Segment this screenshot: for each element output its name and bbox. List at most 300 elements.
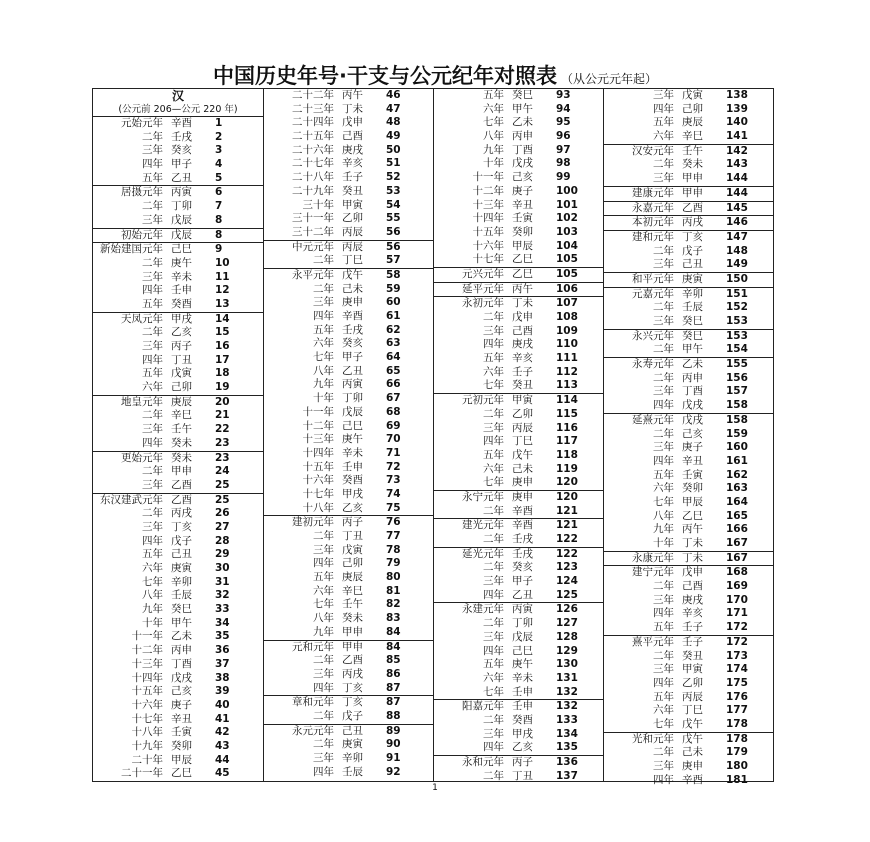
ad-year-cell: 23 [215,451,230,464]
table-row [434,518,603,533]
ad-year-cell: 127 [556,617,578,630]
ad-year-cell: 155 [726,358,748,371]
era-year-cell: 三年 [142,144,163,157]
era-year-cell: 二年 [653,244,674,257]
ganzhi-cell: 壬申 [171,284,192,297]
ad-year-cell: 106 [556,282,578,295]
table-row [434,393,603,408]
ganzhi-cell: 丁亥 [342,681,363,694]
table-row [604,523,773,537]
era-year-cell: 四年 [483,588,504,601]
era-year-cell: 十二年 [302,419,334,432]
ad-year-cell: 41 [215,712,230,725]
era-year-cell: 七年 [313,598,334,611]
ad-year-cell: 118 [556,448,578,461]
ad-year-cell: 161 [726,454,748,467]
table-row [434,296,603,311]
era-year-cell: 二年 [483,769,504,782]
ad-year-cell: 19 [215,381,230,394]
era-year-cell: 天凤元年 [121,312,163,325]
ganzhi-cell: 丙子 [512,756,533,768]
table-row [434,575,603,589]
table-row [604,732,773,747]
ad-year-cell: 179 [726,746,748,759]
table-row [93,257,263,271]
ganzhi-cell: 丙寅 [171,186,192,199]
table-row [264,640,433,655]
ad-year-cell: 180 [726,760,748,772]
ganzhi-cell: 甲辰 [512,239,533,252]
ganzhi-cell: 甲戌 [512,727,533,740]
era-year-cell: 四年 [653,676,674,689]
ad-year-cell: 169 [726,580,748,593]
ad-year-cell: 99 [556,171,571,184]
ganzhi-cell: 甲子 [342,351,363,364]
ganzhi-cell: 壬辰 [342,765,363,778]
ad-year-cell: 11 [215,270,230,283]
ad-year-cell: 145 [726,201,748,214]
ad-year-cell: 53 [386,184,401,197]
table-row [264,695,433,710]
ganzhi-cell: 癸酉 [342,474,363,487]
ad-year-cell: 87 [386,681,401,694]
era-year-cell: 六年 [483,671,504,684]
dynasty-heading: 汉 [171,89,184,103]
table-row [264,130,433,144]
ad-year-cell: 44 [215,753,230,766]
table-row [434,617,603,631]
ganzhi-cell: 甲寅 [682,663,703,676]
ad-year-cell: 14 [215,312,230,325]
ganzhi-cell: 癸卯 [171,739,192,752]
ganzhi-cell: 乙巳 [682,509,703,522]
table-row [93,242,263,257]
era-year-cell: 光和元年 [632,732,674,745]
ad-year-cell: 76 [386,516,401,529]
era-year-cell: 六年 [653,704,674,717]
ganzhi-cell: 丙辰 [512,421,533,434]
era-year-cell: 八年 [653,509,674,522]
ganzhi-cell: 癸未 [171,436,192,449]
era-year-cell: 二年 [142,200,163,213]
table-row [604,215,773,230]
table-row [604,760,773,774]
ganzhi-cell: 丁巳 [342,254,363,267]
table-row [434,490,603,505]
title-text: 中国历史年号·干支与公元纪年对照表 [213,64,557,88]
ganzhi-cell: 庚午 [342,433,363,446]
ad-year-cell: 166 [726,523,748,536]
ganzhi-cell: 丁丑 [342,530,363,542]
table-row [93,158,263,172]
ganzhi-cell: 壬寅 [682,468,703,481]
era-year-cell: 三年 [483,630,504,643]
ganzhi-cell: 己丑 [342,724,363,737]
table-row [604,144,773,159]
era-year-cell: 更始元年 [121,451,163,464]
ganzhi-cell: 壬午 [682,144,703,157]
table-row [434,686,603,700]
table-row [604,746,773,760]
ad-year-cell: 91 [386,752,401,764]
era-year-cell: 四年 [142,436,163,449]
table-row [93,548,263,562]
table-row [264,447,433,461]
table-row [93,465,263,479]
table-row [434,171,603,185]
ad-year-cell: 152 [726,301,748,314]
table-row [604,116,773,130]
ganzhi-cell: 甲申 [682,172,703,185]
ad-year-cell: 25 [215,493,230,506]
table-row [604,245,773,259]
table-row [264,337,433,351]
ganzhi-cell: 甲寅 [512,394,533,407]
ad-year-cell: 23 [215,436,230,449]
era-year-cell: 六年 [142,381,163,394]
ganzhi-cell: 壬午 [171,423,192,436]
ad-year-cell: 150 [726,272,748,285]
era-year-cell: 二年 [483,533,504,545]
ad-year-cell: 78 [386,543,401,556]
ad-year-cell: 121 [556,519,578,532]
ganzhi-cell: 己亥 [171,685,192,698]
era-year-cell: 十四年 [302,446,334,459]
table-row [604,315,773,329]
ganzhi-cell: 丙子 [342,516,363,529]
era-year-cell: 建初元年 [292,516,334,529]
era-year-cell: 五年 [653,116,674,129]
era-year-cell: 五年 [653,468,674,481]
ganzhi-cell: 庚寅 [682,272,703,285]
ad-year-cell: 105 [556,253,578,266]
era-year-cell: 五年 [142,548,163,561]
table-row [434,199,603,213]
ganzhi-cell: 己未 [682,746,703,759]
table-row [264,710,433,724]
table-row [93,172,263,186]
era-year-cell: 十年 [313,392,334,405]
ad-year-cell: 149 [726,258,748,271]
era-year-cell: 三年 [653,89,674,101]
ganzhi-cell: 壬申 [342,460,363,473]
era-year-cell: 五年 [313,323,334,336]
ganzhi-cell: 壬戌 [512,533,533,545]
ganzhi-cell: 丙辰 [342,225,363,238]
ad-year-cell: 5 [215,171,223,184]
ganzhi-cell: 庚戌 [682,593,703,606]
era-year-cell: 十六年 [302,474,334,487]
ad-year-cell: 138 [726,89,748,101]
ad-year-cell: 177 [726,704,748,717]
era-year-cell: 六年 [313,337,334,350]
ganzhi-cell: 丁卯 [171,200,192,213]
table-row [264,171,433,185]
ganzhi-cell: 壬寅 [171,726,192,739]
ganzhi-cell: 壬辰 [171,589,192,602]
era-year-cell: 四年 [653,454,674,467]
era-year-cell: 新始建国元年 [100,243,163,256]
ganzhi-cell: 辛亥 [682,607,703,620]
era-year-cell: 三年 [142,213,163,226]
era-year-cell: 十七年 [131,712,163,725]
table-row [264,378,433,392]
ganzhi-cell: 庚申 [342,296,363,309]
era-year-cell: 四年 [313,310,334,322]
ad-year-cell: 159 [726,427,748,440]
era-year-cell: 二十九年 [292,184,334,197]
table-row [264,103,433,117]
table-row [264,351,433,365]
table-row [604,565,773,580]
era-year-cell: 二十六年 [292,143,334,156]
ganzhi-cell: 甲子 [171,158,192,171]
ad-year-cell: 45 [215,767,230,780]
ganzhi-cell: 丙戌 [171,507,192,520]
era-year-cell: 中元元年 [292,240,334,253]
table-row [93,507,263,521]
table-row [434,658,603,672]
era-year-cell: 居摄元年 [121,186,163,199]
table-row [604,258,773,272]
table-row [434,505,603,519]
table-row [93,131,263,145]
ad-year-cell: 61 [386,310,401,322]
era-year-cell: 四年 [313,765,334,778]
table-row [93,395,263,410]
ganzhi-cell: 戊寅 [682,89,703,101]
ganzhi-cell: 壬戌 [342,323,363,336]
ganzhi-cell: 辛亥 [512,352,533,365]
era-year-cell: 二年 [653,371,674,384]
ganzhi-cell: 辛酉 [512,519,533,532]
era-year-cell: 东汉建武元年 [100,493,163,506]
ganzhi-cell: 丁丑 [171,353,192,366]
ad-year-cell: 124 [556,575,578,588]
ad-year-cell: 79 [386,557,401,570]
era-year-cell: 本初元年 [632,216,674,229]
ad-year-cell: 107 [556,297,578,310]
era-year-cell: 三年 [653,593,674,606]
era-year-cell: 建和元年 [632,230,674,243]
era-year-cell: 二年 [653,649,674,662]
table-row [434,672,603,686]
era-year-cell: 元初元年 [462,394,504,407]
era-year-cell: 十七年 [472,253,504,266]
era-year-cell: 三年 [483,575,504,588]
era-year-cell: 熹平元年 [632,635,674,648]
ganzhi-cell: 甲申 [342,625,363,638]
ad-year-cell: 114 [556,394,578,407]
era-year-cell: 八年 [313,364,334,377]
ganzhi-cell: 己酉 [682,580,703,593]
ad-year-cell: 17 [215,353,230,366]
ganzhi-cell: 乙未 [171,630,192,643]
ad-year-cell: 122 [556,533,578,545]
ad-year-cell: 120 [556,476,578,489]
table-row [93,713,263,727]
table-row [264,682,433,696]
title-subtitle: （从公元元年起） [560,72,657,86]
ad-year-cell: 171 [726,607,748,620]
era-year-cell: 三年 [483,727,504,740]
table-row [604,663,773,677]
table-row [93,479,263,493]
era-year-cell: 十一年 [131,630,163,643]
era-year-cell: 永宁元年 [462,490,504,503]
ganzhi-cell: 壬寅 [512,212,533,225]
era-year-cell: 四年 [142,353,163,366]
ad-year-cell: 139 [726,102,748,115]
era-year-cell: 三年 [142,270,163,283]
ad-year-cell: 8 [215,228,223,241]
ad-year-cell: 64 [386,351,401,364]
table-row [264,199,433,213]
ganzhi-cell: 庚申 [682,760,703,772]
era-year-cell: 三十一年 [292,212,334,225]
table-row [264,738,433,752]
ad-year-cell: 27 [215,520,230,533]
ad-year-cell: 116 [556,421,578,434]
ad-year-cell: 29 [215,548,230,561]
ganzhi-cell: 癸巳 [682,315,703,327]
era-year-cell: 十五年 [472,225,504,238]
era-year-cell: 四年 [653,399,674,412]
era-year-cell: 二十八年 [292,171,334,184]
ad-year-cell: 43 [215,739,230,752]
ganzhi-cell: 己巳 [171,243,192,256]
ganzhi-cell: 庚寅 [171,562,192,574]
ganzhi-cell: 辛酉 [171,117,192,129]
era-year-cell: 三年 [653,663,674,676]
table-row [93,409,263,423]
table-row [604,103,773,117]
table-row [264,502,433,516]
ad-year-cell: 110 [556,338,578,351]
ad-year-cell: 54 [386,198,401,211]
era-year-cell: 延光元年 [462,547,504,560]
ganzhi-cell: 辛巳 [342,584,363,597]
ad-year-cell: 153 [726,315,748,327]
ganzhi-cell: 乙酉 [171,493,192,506]
era-year-cell: 二年 [313,530,334,542]
ad-year-cell: 131 [556,671,578,684]
ad-year-cell: 164 [726,495,748,508]
ad-year-cell: 95 [556,116,571,129]
table-row [434,728,603,742]
ad-year-cell: 163 [726,482,748,495]
era-year-cell: 二十二年 [292,89,334,101]
table-row [93,340,263,354]
table-column-2 [264,89,434,781]
ganzhi-cell: 壬戌 [512,547,533,560]
ganzhi-cell: 甲寅 [342,198,363,211]
table-row [264,544,433,558]
ganzhi-cell: 己巳 [512,644,533,657]
table-row [93,367,263,381]
ganzhi-cell: 癸巳 [512,89,533,101]
era-year-cell: 十五年 [131,685,163,698]
ad-year-cell: 63 [386,337,401,350]
ganzhi-cell: 癸巳 [682,329,703,342]
era-year-cell: 十九年 [131,739,163,752]
table-row [93,284,263,298]
ganzhi-cell: 甲戌 [171,312,192,325]
ad-year-cell: 77 [386,530,401,542]
table-row [434,547,603,562]
ganzhi-cell: 乙丑 [171,171,192,184]
era-year-cell: 二年 [313,654,334,667]
ad-year-cell: 158 [726,399,748,412]
era-year-cell: 五年 [483,89,504,101]
ad-year-cell: 89 [386,724,401,737]
ad-year-cell: 75 [386,501,401,514]
table-row [434,449,603,463]
ganzhi-cell: 辛丑 [171,712,192,725]
ganzhi-cell: 丁未 [682,551,703,564]
era-year-cell: 三年 [653,258,674,271]
era-year-cell: 四年 [483,741,504,754]
table-row [93,423,263,437]
era-year-cell: 三年 [653,172,674,185]
ganzhi-cell: 丁亥 [342,696,363,709]
era-year-cell: 十六年 [472,239,504,252]
ad-year-cell: 100 [556,184,578,197]
era-year-cell: 十四年 [472,212,504,225]
era-year-cell: 二十三年 [292,102,334,115]
era-year-cell: 十二年 [472,184,504,197]
table-row [434,379,603,393]
era-year-cell: 五年 [653,621,674,634]
ad-year-cell: 85 [386,654,401,667]
ganzhi-cell: 壬辰 [682,301,703,314]
table-row [93,726,263,740]
table-row [264,420,433,434]
ganzhi-cell: 戊寅 [342,543,363,556]
era-year-cell: 四年 [313,557,334,570]
ad-year-cell: 33 [215,603,230,616]
table-row [604,551,773,566]
era-year-cell: 五年 [142,367,163,380]
table-row [604,301,773,315]
ganzhi-cell: 丁卯 [342,392,363,405]
era-year-cell: 二年 [483,561,504,574]
ad-year-cell: 48 [386,116,401,129]
ganzhi-cell: 丁酉 [682,385,703,398]
era-year-cell: 六年 [653,130,674,143]
era-year-cell: 六年 [142,562,163,574]
era-year-cell: 章和元年 [292,696,334,709]
era-year-cell: 二十四年 [292,116,334,129]
ad-year-cell: 94 [556,102,571,115]
table-row [434,325,603,339]
ad-year-cell: 49 [386,130,401,143]
ganzhi-cell: 甲午 [512,102,533,115]
era-year-cell: 四年 [142,284,163,297]
ad-year-cell: 57 [386,254,401,267]
ganzhi-cell: 庚辰 [342,571,363,584]
ad-year-cell: 37 [215,657,230,670]
table-row [604,172,773,186]
era-year-cell: 阳嘉元年 [462,700,504,713]
ad-year-cell: 167 [726,551,748,564]
ganzhi-cell: 乙亥 [171,326,192,339]
era-year-cell: 四年 [313,681,334,694]
table-row [93,589,263,603]
era-year-cell: 二十年 [131,753,163,766]
ad-year-cell: 142 [726,144,748,157]
ad-year-cell: 68 [386,405,401,418]
